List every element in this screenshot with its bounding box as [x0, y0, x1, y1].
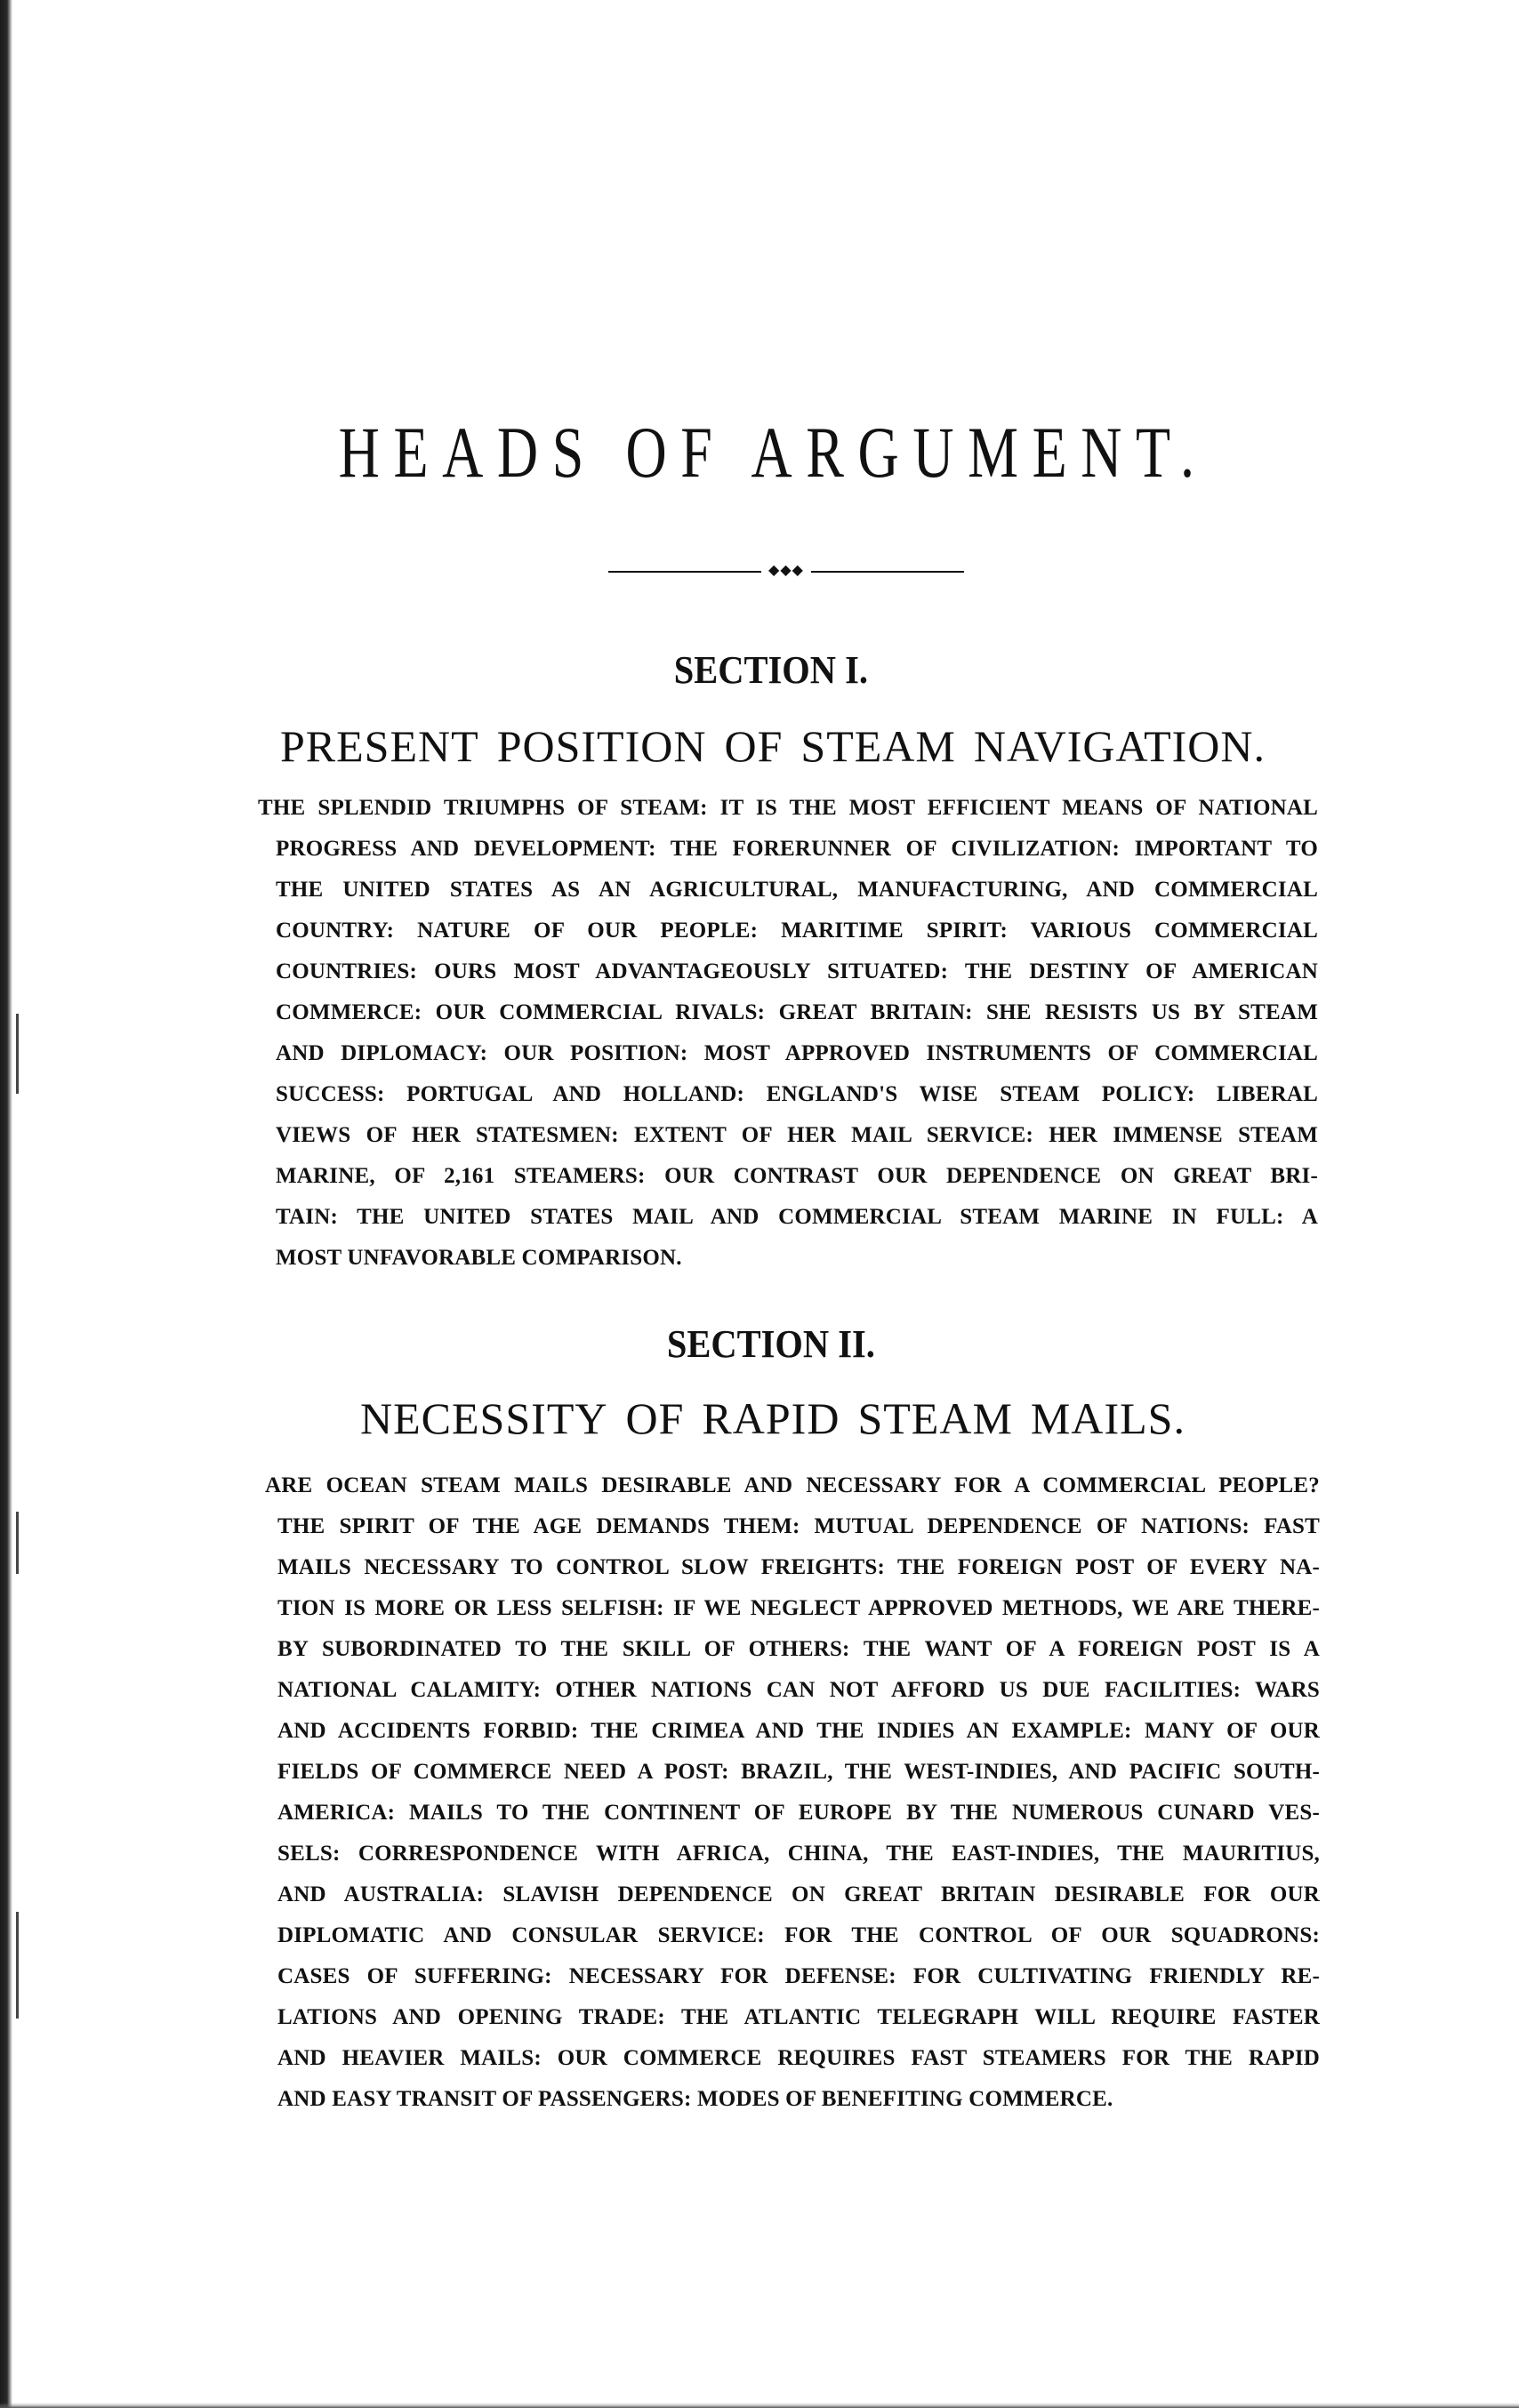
section-2-line: AND AUSTRALIA: SLAVISH DEPENDENCE ON GREAT BRITAIN DESIRABLE FOR OUR [277, 1882, 1320, 1906]
section-2-line: AND EASY TRANSIT OF PASSENGERS: MODES OF BENEFITING COMMERCE. [277, 2087, 1113, 2111]
page-edge-shadow [0, 0, 12, 2408]
section-1-line: THE SPLENDID TRIUMPHS OF STEAM: IT IS THE MOST EFFICIENT MEANS OF NATIONAL [258, 796, 1318, 820]
section-1-line: VIEWS OF HER STATESMEN: EXTENT OF HER MAIL SERVICE: HER IMMENSE STEAM [276, 1123, 1318, 1147]
ornamental-divider [608, 563, 964, 578]
section-2-title-word: STEAM [857, 1393, 1013, 1443]
section-2-summary [265, 1465, 1320, 2120]
section-2-line: ARE OCEAN STEAM MAILS DESIRABLE AND NECESSARY FOR A COMMERCIAL PEOPLE? [265, 1473, 1320, 1497]
section-2-line: TION IS MORE OR LESS SELFISH: IF WE NEGLECT APPROVED METHODS, WE ARE THERE- [277, 1596, 1320, 1620]
margin-mark [16, 1912, 19, 2019]
section-2-title-word: NECESSITY [360, 1393, 608, 1443]
margin-mark [16, 1014, 19, 1094]
section-1-line: AND DIPLOMACY: OUR POSITION: MOST APPROVED INSTRUMENTS OF COMMERCIAL [276, 1041, 1318, 1065]
section-1-line: MOST UNFAVORABLE COMPARISON. [276, 1246, 682, 1270]
divider-ornament: ◆◆◆ [768, 563, 804, 578]
section-1-line: SUCCESS: PORTUGAL AND HOLLAND: ENGLAND'S WISE STEAM POLICY: LIBERAL [276, 1082, 1318, 1106]
section-1-line: THE UNITED STATES AS AN AGRICULTURAL, MANUFACTURING, AND COMMERCIAL [276, 878, 1318, 902]
section-1-summary [258, 788, 1318, 1279]
section-2-line: THE SPIRIT OF THE AGE DEMANDS THEM: MUTUAL DEPENDENCE OF NATIONS: FAST [277, 1514, 1320, 1538]
section-1-line: MARINE, OF 2,161 STEAMERS: OUR CONTRAST OUR DEPENDENCE ON GREAT BRI- [276, 1164, 1318, 1188]
section-1-title-word: NAVIGATION. [973, 721, 1266, 771]
section-2-line: CASES OF SUFFERING: NECESSARY FOR DEFENSE: FOR CULTIVATING FRIENDLY RE- [277, 1964, 1320, 1988]
section-2-line: AND ACCIDENTS FORBID: THE CRIMEA AND THE INDIES AN EXAMPLE: MANY OF OUR [277, 1719, 1320, 1743]
section-1-line: COMMERCE: OUR COMMERCIAL RIVALS: GREAT BRITAIN: SHE RESISTS US BY STEAM [276, 1000, 1318, 1024]
margin-mark [16, 1512, 19, 1574]
section-1-line: PROGRESS AND DEVELOPMENT: THE FORERUNNER OF CIVILIZATION: IMPORTANT TO [276, 837, 1318, 861]
section-2-line: LATIONS AND OPENING TRADE: THE ATLANTIC TELEGRAPH WILL REQUIRE FASTER [277, 2005, 1320, 2029]
section-2-title-word: OF [625, 1393, 685, 1443]
section-2-line: AND HEAVIER MAILS: OUR COMMERCE REQUIRES FAST STEAMERS FOR THE RAPID [277, 2046, 1320, 2070]
section-2-title-word: RAPID [702, 1393, 840, 1443]
section-1-title-word: POSITION [496, 721, 707, 771]
section-2-line: AMERICA: MAILS TO THE CONTINENT OF EUROPE BY THE NUMEROUS CUNARD VES- [277, 1801, 1320, 1825]
section-2-line: DIPLOMATIC AND CONSULAR SERVICE: FOR THE CONTROL OF OUR SQUADRONS: [277, 1923, 1320, 1947]
section-1-title [0, 721, 1519, 771]
divider-line-right [811, 571, 964, 573]
page-title: HEADS OF ARGUMENT. [338, 412, 1209, 493]
section-2-line: NATIONAL CALAMITY: OTHER NATIONS CAN NOT AFFORD US DUE FACILITIES: WARS [277, 1678, 1320, 1702]
page-bottom-edge [0, 2403, 1519, 2408]
section-2-line: MAILS NECESSARY TO CONTROL SLOW FREIGHTS: THE FOREIGN POST OF EVERY NA- [277, 1555, 1320, 1579]
section-1-heading: SECTION I. [673, 648, 868, 692]
section-1-title-word: OF [724, 721, 784, 771]
section-2-title-word: MAILS. [1030, 1393, 1185, 1443]
section-1-line: COUNTRIES: OURS MOST ADVANTAGEOUSLY SITUATED: THE DESTINY OF AMERICAN [276, 959, 1318, 983]
section-1-title-word: PRESENT [279, 721, 479, 771]
section-2-line: FIELDS OF COMMERCE NEED A POST: BRAZIL, THE WEST-INDIES, AND PACIFIC SOUTH- [277, 1760, 1320, 1784]
section-2-heading: SECTION II. [666, 1322, 875, 1366]
section-2-title [0, 1393, 1519, 1443]
section-1-line: TAIN: THE UNITED STATES MAIL AND COMMERCIAL STEAM MARINE IN FULL: A [276, 1205, 1318, 1229]
section-2-line: BY SUBORDINATED TO THE SKILL OF OTHERS: THE WANT OF A FOREIGN POST IS A [277, 1637, 1320, 1661]
section-1-title-word: STEAM [800, 721, 956, 771]
divider-line-left [608, 571, 761, 573]
section-1-line: COUNTRY: NATURE OF OUR PEOPLE: MARITIME SPIRIT: VARIOUS COMMERCIAL [276, 919, 1318, 943]
section-2-line: SELS: CORRESPONDENCE WITH AFRICA, CHINA, THE EAST-INDIES, THE MAURITIUS, [277, 1842, 1320, 1866]
